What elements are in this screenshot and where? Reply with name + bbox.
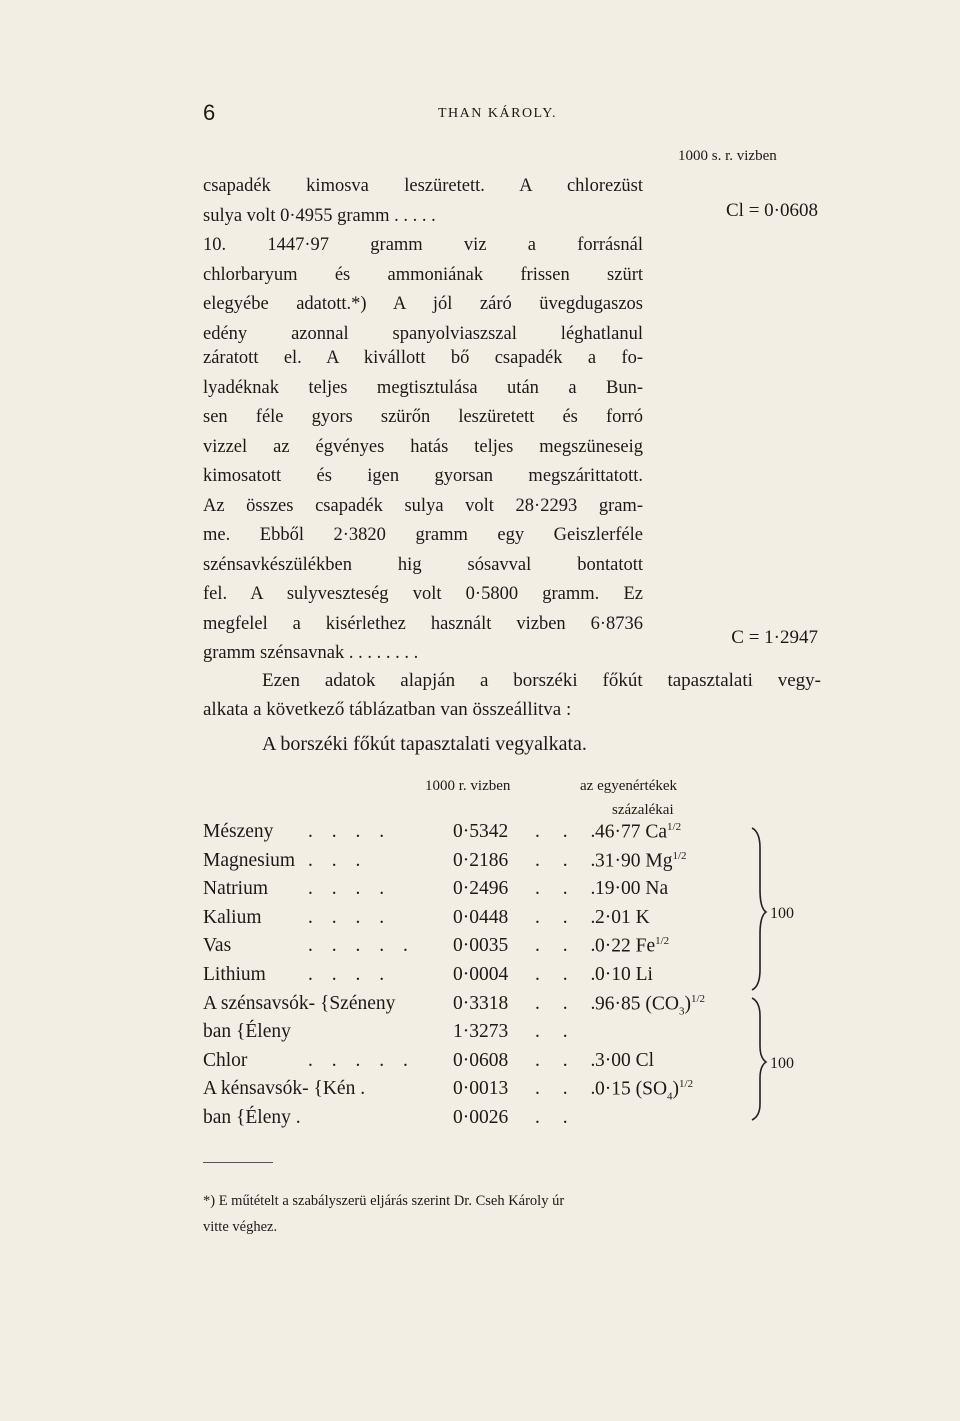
closing-paren: ) (672, 1078, 680, 1100)
footnote-line-2: vitte véghez. (203, 1219, 278, 1235)
fraction-superscript: 1/2 (672, 849, 687, 862)
cell-equivalent (595, 907, 650, 929)
text-line: gramm szénsavnak . . . . . . . . (203, 643, 419, 663)
cell-value: 1·3273 (453, 1021, 509, 1043)
cell-value: 0·0608 (453, 1049, 509, 1071)
text-line: szénsavkészülékben hig sósavval bontatott (203, 554, 643, 575)
equivalent-text: 19·00 Na (595, 878, 669, 900)
equivalent-text: 3·00 Cl (595, 1049, 655, 1071)
column-header-values: 1000 r. vizben (425, 778, 511, 794)
equivalent-text: 0·10 Li (595, 964, 653, 985)
fraction-superscript: 1/2 (690, 992, 706, 1005)
cell-equivalent (595, 993, 705, 1017)
text-line: fel. A sulyveszteség volt 0·5800 gramm. Ez (203, 584, 643, 604)
cell-name: A szénsavsók- {Széneny (203, 992, 396, 1014)
equivalent-text: 2·01 K (595, 906, 650, 928)
cell-name: ban {Éleny . (203, 1107, 301, 1128)
equivalent-text: 0·15 (SO (595, 1078, 668, 1100)
cell-leader-dots: . . . (308, 849, 368, 871)
group-total-1: 100 (770, 905, 794, 922)
cell-leader-dots: . . . . (308, 964, 392, 985)
cell-leader-dots: . . . . (308, 878, 392, 900)
cell-value: 0·0013 (453, 1078, 509, 1100)
closing-paren: ) (684, 993, 691, 1015)
text-line: me. Ebből 2·3820 gramm egy Geiszlerféle (203, 525, 643, 545)
text-line: elegyébe adatott.*) A jól záró üvegdugaszos (203, 294, 643, 314)
cell-leader-dots: . . . . (308, 906, 392, 928)
cell-name: Chlor (203, 1049, 248, 1071)
cell-name: Lithium (203, 964, 266, 985)
text-line: chlorbaryum és ammoniának frissen szürt (203, 264, 643, 285)
text-line: Az összes csapadék sulya volt 28·2293 gram- (203, 495, 643, 516)
paragraph-1 (203, 172, 643, 349)
cell-value: 0·3318 (453, 992, 509, 1014)
text-line: sen féle gyors szürőn leszüretett és forró (203, 407, 643, 427)
cell-leader-dots: . . . . (308, 821, 392, 842)
text-line: záratott el. A kivállott bő csapadék a fo- (203, 348, 643, 368)
cell-value: 0·5342 (453, 821, 509, 842)
table-title: A borszéki főkút tapasztalati vegyalkata. (262, 733, 587, 755)
text-line: 10. 1447·97 gramm viz a forrásnál (203, 235, 643, 255)
result-chlorine: Cl = 0·0608 (726, 200, 818, 221)
text-line: vizzel az égvényes hatás teljes megszüneseig (203, 436, 643, 457)
footnote-line-1: *) E műtételt a szabályszerü eljárás szerint Dr. Cseh Károly úr (203, 1193, 565, 1209)
fraction-superscript: 1/2 (667, 821, 682, 833)
cell-name: Kalium (203, 906, 262, 928)
cell-equivalent (595, 878, 668, 900)
cell-leader-dots: . . . (535, 878, 605, 900)
cell-name: A kénsavsók- {Kén . (203, 1078, 366, 1100)
cell-value: 0·0035 (453, 935, 509, 957)
subscript: 4 (667, 1090, 673, 1103)
text-line: edény azonnal spanyolviaszszal léghatlanul (203, 323, 643, 344)
cell-value: 0·0448 (453, 906, 509, 928)
units-note: 1000 s. r. vizben (678, 148, 777, 164)
bracket-anions (752, 998, 766, 1120)
cell-leader-dots: . . (535, 1107, 577, 1128)
cell-name: Vas (203, 935, 232, 957)
cell-equivalent (595, 1078, 693, 1102)
cell-name: Magnesium (203, 849, 296, 871)
text-line: csapadék kimosva leszüretett. A chlorezüst (203, 176, 643, 196)
cell-equivalent (595, 964, 653, 986)
bracket-cations (752, 828, 766, 990)
cell-leader-dots: . . . (535, 1078, 605, 1100)
cell-leader-dots: . . . . . (308, 1049, 415, 1071)
summary-line-1: Ezen adatok alapján a borszéki főkút tapasztalati vegy- (262, 670, 821, 691)
cell-leader-dots: . . . (535, 964, 605, 985)
cell-leader-dots: . . . (535, 906, 605, 928)
cell-leader-dots: . . . (535, 1049, 605, 1071)
paragraph-2 (203, 344, 643, 669)
cell-leader-dots: . . (535, 1021, 577, 1043)
text-line: sulya volt 0·4955 gramm . . . . . (203, 205, 436, 226)
cell-name: ban {Éleny (203, 1021, 291, 1043)
cell-value: 0·0026 (453, 1107, 509, 1128)
summary-line-2: alkata a következő táblázatban van összeállitva : (203, 699, 572, 720)
cell-value: 0·0004 (453, 964, 509, 985)
text-line: megfelel a kisérlethez használt vizben 6·8736 (203, 613, 643, 634)
cell-value: 0·2496 (453, 878, 509, 900)
column-header-equivalents: az egyenértékek (580, 778, 678, 794)
cell-equivalent (595, 850, 687, 873)
equivalent-text: 96·85 (CO (595, 993, 679, 1015)
equivalent-text: 46·77 Ca (595, 821, 668, 843)
cell-equivalent (595, 821, 681, 844)
cell-leader-dots: . . . (535, 992, 605, 1014)
cell-leader-dots: . . . (535, 821, 605, 842)
equivalent-text: 0·22 Fe (595, 935, 656, 957)
equivalent-text: 31·90 Mg (595, 850, 673, 872)
cell-name: Mészeny (203, 821, 274, 842)
result-carbon: C = 1·2947 (731, 627, 818, 648)
text-line: kimosatott és igen gyorsan megszárittatott. (203, 466, 643, 486)
cell-name: Natrium (203, 878, 268, 900)
fraction-superscript: 1/2 (679, 1078, 694, 1091)
cell-equivalent (595, 935, 669, 958)
cell-leader-dots: . . . . . (308, 935, 415, 957)
footnote-rule (203, 1162, 273, 1163)
group-total-2: 100 (770, 1055, 794, 1072)
group-brackets (730, 820, 820, 1140)
cell-leader-dots: . . . (535, 849, 605, 871)
subscript: 3 (678, 1004, 685, 1017)
cell-leader-dots: . . . (535, 935, 605, 957)
cell-equivalent (595, 1050, 654, 1072)
running-head: THAN KÁROLY. (438, 106, 558, 121)
cell-value: 0·2186 (453, 849, 509, 871)
text-line: lyadéknak teljes megtisztulása után a Bun- (203, 377, 643, 398)
column-header-percent: százalékai (612, 802, 674, 818)
page-number: 6 (203, 100, 216, 125)
fraction-superscript: 1/2 (655, 935, 670, 948)
